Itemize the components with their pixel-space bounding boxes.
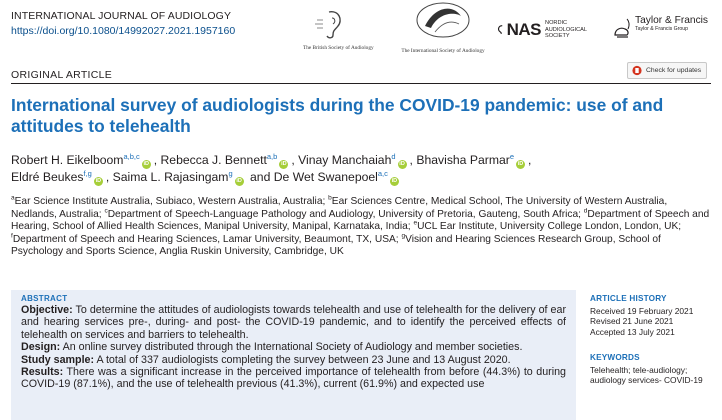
check-updates-label: Check for updates <box>646 67 702 74</box>
orcid-icon[interactable]: iD <box>143 161 149 167</box>
keywords-text: Telehealth; tele-audiology; audiology services- COVID-19 <box>590 364 703 385</box>
sample-label: Study sample: <box>21 353 95 366</box>
author-name[interactable]: De Wet Swanepoel <box>273 170 378 184</box>
author-name[interactable]: Vinay Manchaiah <box>298 153 392 167</box>
author-sep: , <box>409 153 417 167</box>
affil-text: Ear Sciences Centre, Medical School, The University of Western Australia, Nedlands, Australia; <box>11 196 668 220</box>
affil-sup: b <box>328 194 332 202</box>
bsa-logo <box>303 8 374 51</box>
check-updates-button[interactable] <box>627 62 707 79</box>
orcid-icon[interactable]: iD <box>399 161 405 167</box>
author-sep: , <box>291 153 299 167</box>
author-sup: f,g <box>83 168 92 178</box>
affil-text: Department of Speech and Hearing Sciences, Lamar University, Beaumont, TX, USA; <box>12 233 402 245</box>
affil-sup: g <box>401 232 406 240</box>
affiliations <box>11 196 711 259</box>
nas-line3: SOCIETY <box>545 33 570 40</box>
journal-name: INTERNATIONAL JOURNAL OF AUDIOLOGY <box>11 10 232 22</box>
nas-logo <box>497 12 587 48</box>
tf-logo <box>613 15 713 49</box>
tf-name: Taylor & Francis <box>635 15 709 26</box>
author-sep: and <box>246 170 274 184</box>
keywords <box>590 353 708 386</box>
history-heading: ARTICLE HISTORY <box>590 294 667 303</box>
orcid-icon[interactable]: iD <box>281 161 287 167</box>
affil-text: Department of Speech and Hearing, School of Allied Health Sciences, Manipal University, Manipal, Karnataka, India; <box>11 208 710 233</box>
author-name[interactable]: Robert H. Eikelboom <box>11 153 124 167</box>
isa-logo <box>395 2 491 54</box>
nas-ear-icon <box>497 19 505 41</box>
bsa-logo-text: The British Society of Audiology <box>303 45 374 51</box>
author-name[interactable]: Saima L. Rajasingam <box>112 170 229 184</box>
author-name[interactable]: Rebecca J. Bennett <box>160 153 267 167</box>
author-sup: a,b <box>266 151 278 161</box>
author-sep: , <box>527 153 532 167</box>
article-title: International survey of audiologists during the COVID-19 pandemic: use of and attitudes to telehealth <box>11 95 664 136</box>
author-list <box>11 152 711 186</box>
tf-sub: Taylor & Francis Group <box>635 26 689 32</box>
doi-link[interactable]: https://doi.org/10.1080/14992027.2021.1957160 <box>11 25 236 37</box>
affil-sup: d <box>583 207 588 215</box>
author-sup: a,b,c <box>123 151 140 161</box>
orcid-icon[interactable]: iD <box>95 178 102 184</box>
results-label: Results: <box>21 366 64 379</box>
abstract-body <box>21 304 566 391</box>
header-rule <box>11 83 711 84</box>
keywords-heading: KEYWORDS <box>590 353 640 362</box>
orcid-icon[interactable]: iD <box>517 161 524 167</box>
objective-label: Objective: <box>21 304 73 316</box>
orcid-icon[interactable]: iD <box>391 178 398 184</box>
design-label: Design: <box>21 341 61 354</box>
author-sep: , <box>105 170 113 184</box>
revised-date: Revised 21 June 2021 <box>590 316 674 326</box>
article-type: ORIGINAL ARTICLE <box>11 69 113 81</box>
affil-sup: e <box>413 219 418 227</box>
nas-line2: AUDIOLOGICAL <box>545 26 587 33</box>
results-text: There was a significant increase in the perceived importance of telehealth from before (44.3%) to during COVID-19 (87.1%), and the use of telehealth previous (41.3%), current (61.9%) and expected use <box>21 366 566 391</box>
orcid-icon[interactable]: iD <box>236 178 242 184</box>
abstract-heading: ABSTRACT <box>21 294 68 303</box>
author-sup: g <box>228 168 233 178</box>
author-name[interactable]: Eldré Beukes <box>11 170 84 184</box>
affil-sup: f <box>11 232 13 240</box>
ear-icon <box>303 8 361 40</box>
accepted-date: Accepted 13 July 2021 <box>590 326 675 337</box>
affil-text: Department of Speech-Language Pathology and Audiology, University of Pretoria, Gauteng, South Africa; <box>107 208 584 220</box>
affil-text: UCL Ear Institute, University College London, London, UK; <box>417 221 682 233</box>
nas-line1: NORDIC <box>545 20 568 27</box>
author-sup: d <box>391 151 396 161</box>
sample-text: A total of 337 audiologists completing the survey between 23 June and 13 August 2020. <box>94 353 511 366</box>
isa-logo-text: The International Society of Audiology <box>401 48 485 54</box>
author-sup: e <box>509 151 514 161</box>
affil-sup: c <box>104 207 108 215</box>
nas-mark: NAS <box>506 20 542 39</box>
affil-text: Vision and Hearing Sciences Research Group, School of Psychology and Sports Science, Anglia Ruskin University, Cambridge, UK <box>11 233 661 258</box>
author-name[interactable]: Bhavisha Parmar <box>416 153 510 167</box>
received-date: Received 19 February 2021 <box>590 305 694 316</box>
lamp-icon <box>613 15 631 41</box>
affil-text: Ear Science Institute Australia, Subiaco, Western Australia, Australia; <box>14 196 329 207</box>
design-text: An online survey distributed through the International Society of Audiology and member societies. <box>60 341 523 354</box>
affil-sup: a <box>11 194 15 202</box>
author-sep: , <box>153 153 161 167</box>
update-badge-icon <box>632 65 642 76</box>
author-sup: a,c <box>377 168 388 178</box>
objective-text: To determine the attitudes of audiologists towards telehealth and use of telehealth for the delivery of ear and hearing services pre-, during- and post- the COVID-19 pandemic, and to identify the perceived effects of telehealth on services and barriers to telehealth. <box>21 304 566 341</box>
abstract-box <box>11 290 576 420</box>
article-history <box>590 294 715 337</box>
isa-emblem-icon <box>395 2 491 42</box>
